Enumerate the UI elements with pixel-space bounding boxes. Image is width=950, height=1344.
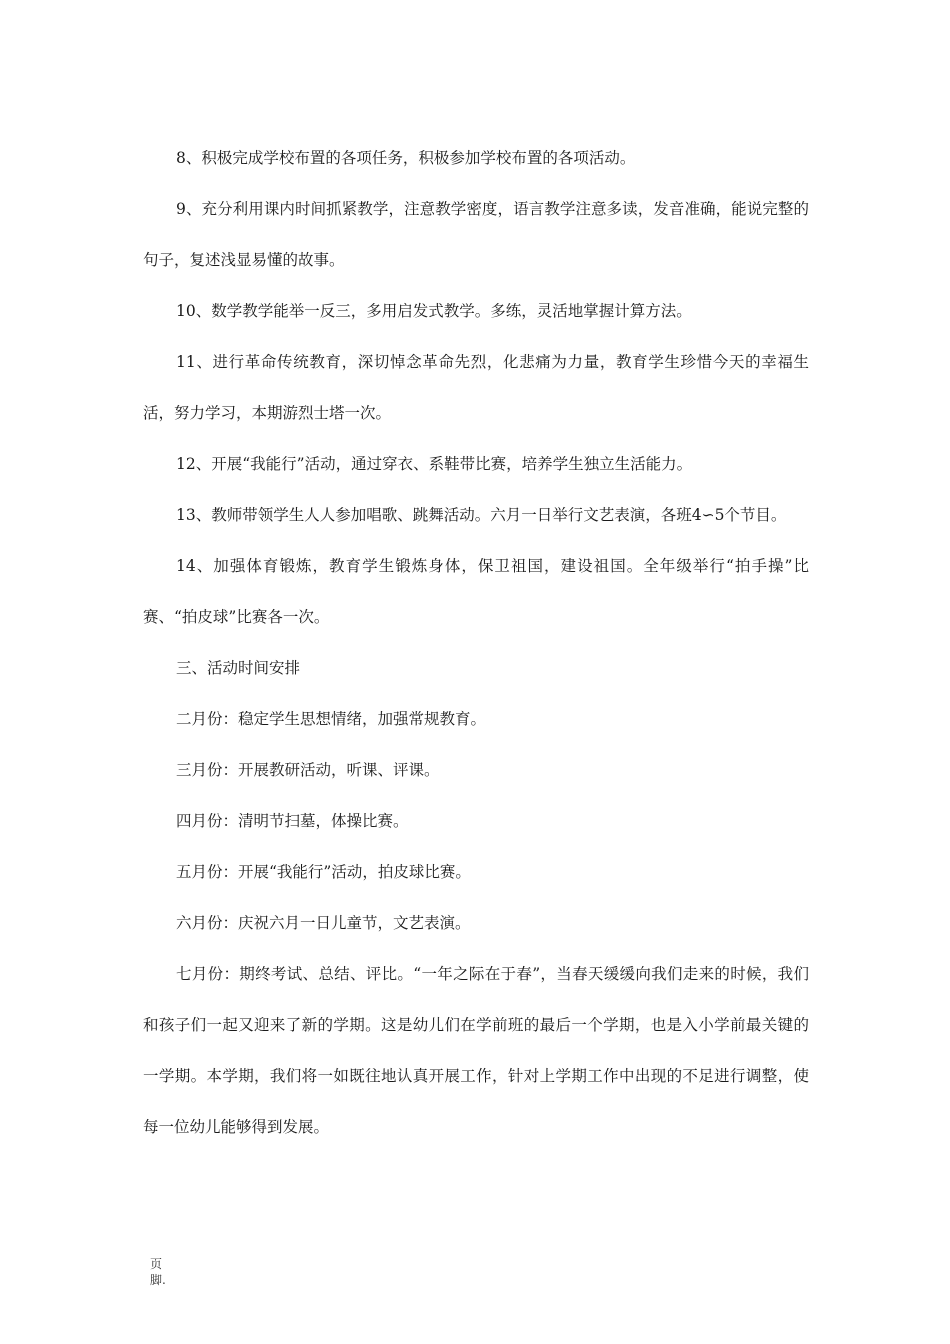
schedule-may: 五月份：开展“我能行”活动，拍皮球比赛。 (176, 863, 471, 881)
schedule-april: 四月份：清明节扫墓，体操比赛。 (176, 812, 409, 830)
schedule-february: 二月份：稳定学生思想情绪，加强常规教育。 (176, 710, 487, 728)
paragraph-item-12: 12、开展“我能行”活动，通过穿衣、系鞋带比赛，培养学生独立生活能力。 (176, 455, 693, 473)
footer-line-1: 页 (150, 1257, 163, 1271)
paragraph-item-8: 8、积极完成学校布置的各项任务，积极参加学校布置的各项活动。 (176, 149, 636, 167)
section-heading: 三、活动时间安排 (176, 659, 301, 677)
footer-line-2: 脚. (150, 1273, 166, 1287)
schedule-june: 六月份：庆祝六月一日儿童节，文艺表演。 (176, 914, 471, 932)
paragraph-item-10: 10、数学教学能举一反三，多用启发式教学。多练，灵活地掌握计算方法。 (176, 302, 692, 320)
paragraph-item-9: 9、充分利用课内时间抓紧教学，注意教学密度，语言教学注意多读，发音准确，能说完整的句子，复述浅显易懂的故事。 (143, 200, 809, 269)
paragraph-item-11: 11、进行革命传统教育，深切悼念革命先烈，化悲痛为力量，教育学生珍惜今天的幸福生活，努力学习，本期游烈士塔一次。 (143, 353, 809, 422)
schedule-march: 三月份：开展教研活动，听课、评课。 (176, 761, 440, 779)
schedule-july: 七月份：期终考试、总结、评比。“一年之际在于春”，当春天缓缓向我们走来的时候，我们和孩子们一起又迎来了新的学期。这是幼儿们在学前班的最后一个学期，也是入小学前最关键的一学期。本学期，我们将一如既往地认真开展工作，针对上学期工作中出现的不足进行调整，使每一位幼儿能够得到发展。 (143, 965, 809, 1136)
document-body (143, 133, 809, 1153)
page-footer (150, 1256, 166, 1288)
paragraph-item-13: 13、教师带领学生人人参加唱歌、跳舞活动。六月一日举行文艺表演，各班4∽5个节目。 (176, 506, 787, 524)
paragraph-item-14: 14、加强体育锻炼，教育学生锻炼身体，保卫祖国，建设祖国。全年级举行“拍手操”比赛、“拍皮球”比赛各一次。 (143, 557, 809, 626)
